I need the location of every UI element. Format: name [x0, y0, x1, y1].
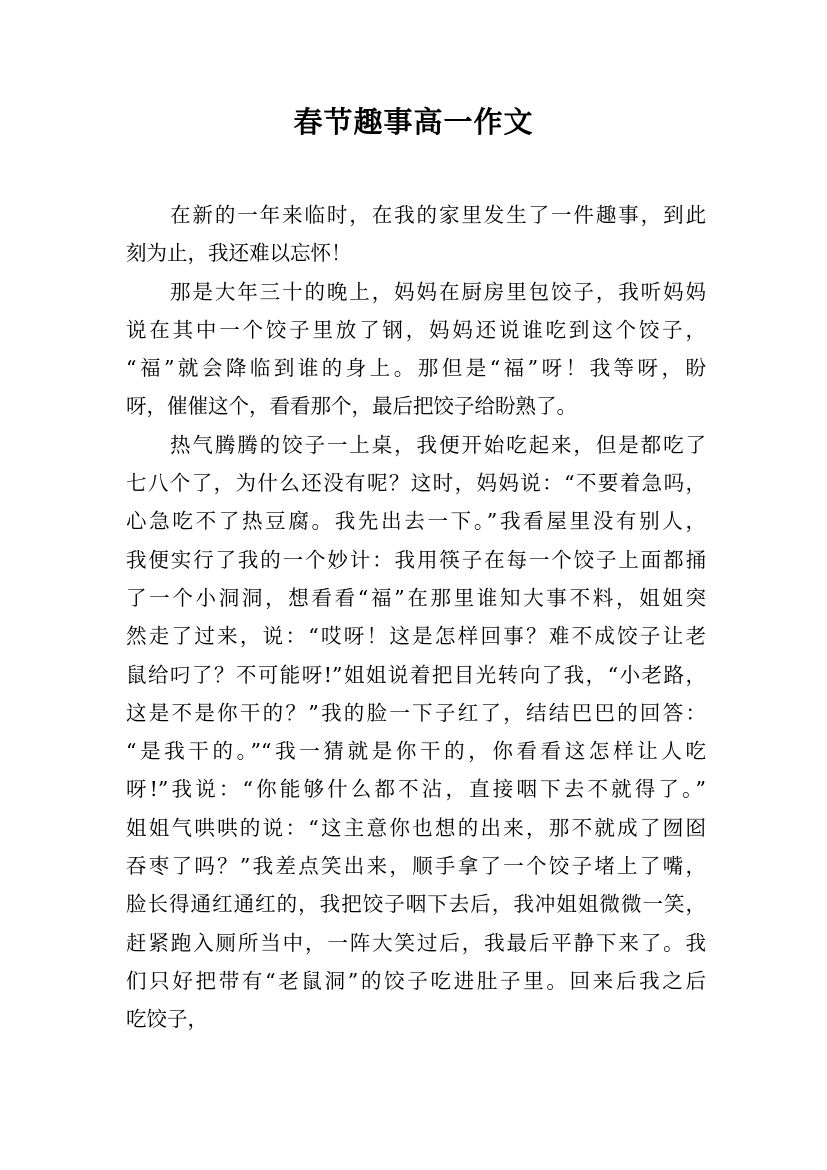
text-line: 心急吃不了热豆腐。我先出去一下。”我看屋里没有别人， [126, 509, 706, 534]
text-line: 呀!”我说：“你能够什么都不沾，直接咽下去不就得了。” [126, 777, 706, 802]
text-line: 然走了过来，说：“哎呀！这是怎样回事？难不成饺子让老 [126, 624, 706, 649]
text-line: “是我干的。”“我一猜就是你干的，你看看这怎样让人吃 [126, 739, 706, 764]
document-title: 春节趣事高一作文 [293, 105, 534, 139]
text-line: 热气腾腾的饺子一上桌，我便开始吃起来，但是都吃了 [170, 432, 706, 457]
document-body [126, 196, 706, 1039]
text-line: 呀，催催这个，看看那个，最后把饺子给盼熟了。 [126, 394, 577, 419]
text-line: 在新的一年来临时，在我的家里发生了一件趣事，到此 [170, 203, 706, 227]
text-line: 姐姐气哄哄的说：“这主意你也想的出来，那不就成了囫囵 [126, 815, 706, 840]
text-line: 脸长得通红通红的，我把饺子咽下去后，我冲姐姐微微一笑， [126, 892, 706, 917]
text-line: “福”就会降临到谁的身上。那但是“福”呀！我等呀，盼 [126, 356, 706, 381]
text-line: 鼠给叼了？不可能呀!”姐姐说着把目光转向了我，“小老路， [126, 662, 706, 687]
text-line: 我便实行了我的一个妙计：我用筷子在每一个饺子上面都捅 [126, 547, 706, 572]
text-line: 们只好把带有“老鼠洞”的饺子吃进肚子里。回来后我之后 [126, 968, 706, 993]
text-line: 说在其中一个饺子里放了钢，妈妈还说谁吃到这个饺子， [126, 317, 706, 342]
text-line: 赶紧跑入厕所当中，一阵大笑过后，我最后平静下来了。我 [126, 930, 706, 955]
text-line: 了一个小洞洞，想看看“福”在那里谁知大事不料，姐姐突 [126, 585, 706, 610]
text-line: 那是大年三十的晚上，妈妈在厨房里包饺子，我听妈妈 [170, 279, 706, 304]
text-line: 七八个了，为什么还没有呢？这时，妈妈说：“不要着急吗， [126, 471, 706, 496]
text-line: 吞枣了吗？”我差点笑出来，顺手拿了一个饺子堵上了嘴， [126, 854, 706, 879]
text-line: 刻为止，我还难以忘怀！ [126, 241, 352, 266]
text-line: 这是不是你干的？”我的脸一下子红了，结结巴巴的回答： [126, 700, 706, 725]
text-line: 吃饺子， [126, 1007, 208, 1032]
